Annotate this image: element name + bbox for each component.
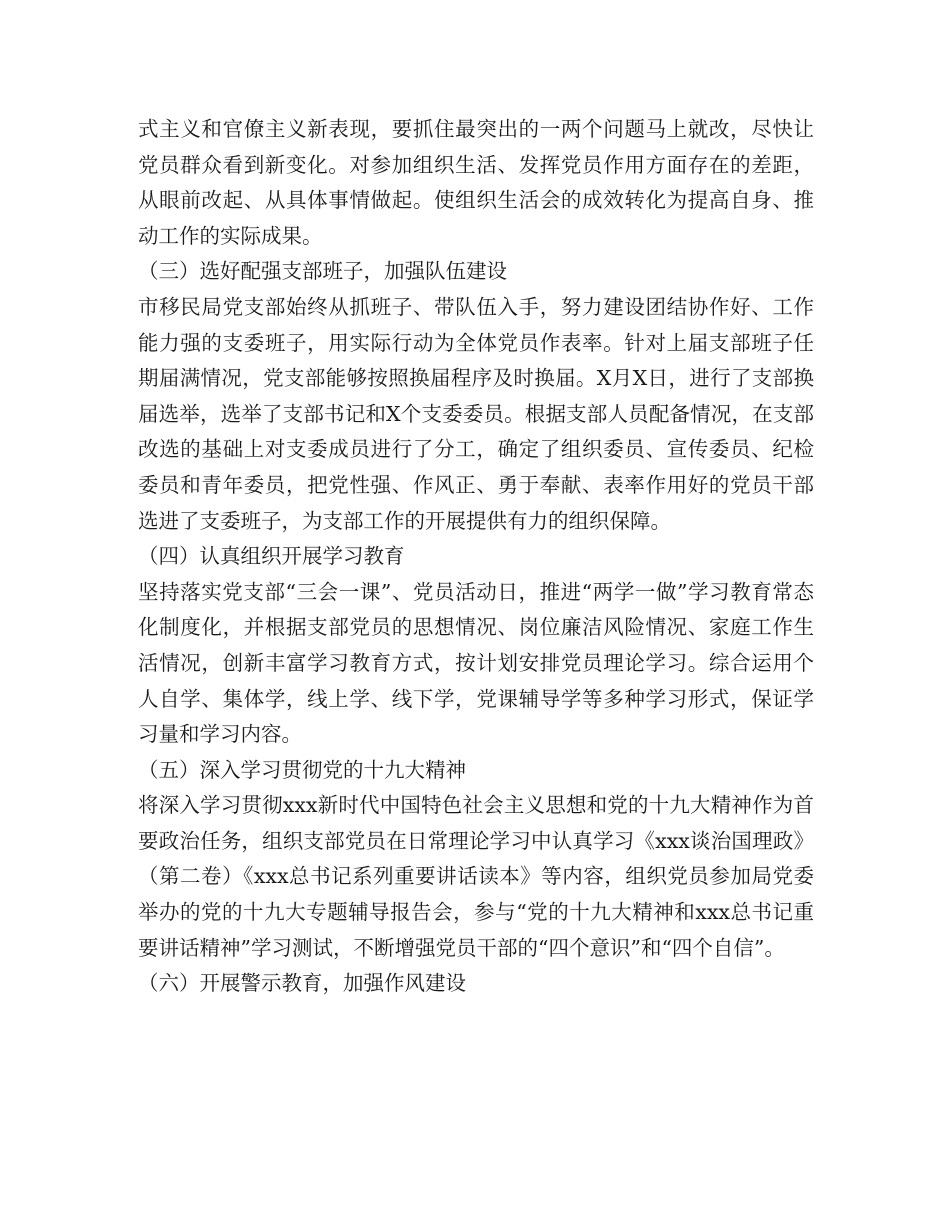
document-body — [138, 112, 814, 1002]
paragraph-section-5: 将深入学习贯彻xxx新时代中国特色社会主义思想和党的十九大精神作为首要政治任务，组织支部党员在日常理论学习中认真学习《xxx谈治国理政》（第二卷）《xxx总书记系列重要讲话读本》等内容，组织党员参加局党委举办的党的十九大专题辅导报告会，参与“党的十九大精神和xxx总书记重要讲话精神”学习测试，不断增强党员干部的“四个意识”和“四个自信”。 — [138, 793, 814, 960]
paragraph-continuation: 式主义和官僚主义新表现，要抓住最突出的一两个问题马上就改，尽快让党员群众看到新变化。对参加组织生活、发挥党员作用方面存在的差距，从眼前改起、从具体事情做起。使组织生活会的成效转化为提高自身、推动工作的实际成果。 — [138, 117, 814, 248]
heading-section-6: （六）开展警示教育，加强作风建设 — [138, 971, 466, 996]
heading-section-3: （三）选好配强支部班子，加强队伍建设 — [138, 259, 507, 284]
heading-section-5: （五）深入学习贯彻党的十九大精神 — [138, 757, 466, 782]
paragraph-section-4: 坚持落实党支部“三会一课”、党员活动日，推进“两学一做”学习教育常态化制度化，并根据支部党员的思想情况、岗位廉洁风险情况、家庭工作生活情况，创新丰富学习教育方式，按计划安排党员理论学习。综合运用个人自学、集体学，线上学、线下学，党课辅导学等多种学习形式，保证学习量和学习内容。 — [138, 579, 814, 747]
paragraph-section-3: 市移民局党支部始终从抓班子、带队伍入手，努力建设团结协作好、工作能力强的支委班子，用实际行动为全体党员作表率。针对上届支部班子任期届满情况，党支部能够按照换届程序及时换届。X月X日，进行了支部换届选举，选举了支部书记和X个支委委员。根据支部人员配备情况，在支部改选的基础上对支委成员进行了分工，确定了组织委员、宣传委员、纪检委员和青年委员，把党性强、作风正、勇于奉献、表率作用好的党员干部选进了支委班子，为支部工作的开展提供有力的组织保障。 — [138, 294, 814, 533]
heading-section-4: （四）认真组织开展学习教育 — [138, 544, 405, 569]
